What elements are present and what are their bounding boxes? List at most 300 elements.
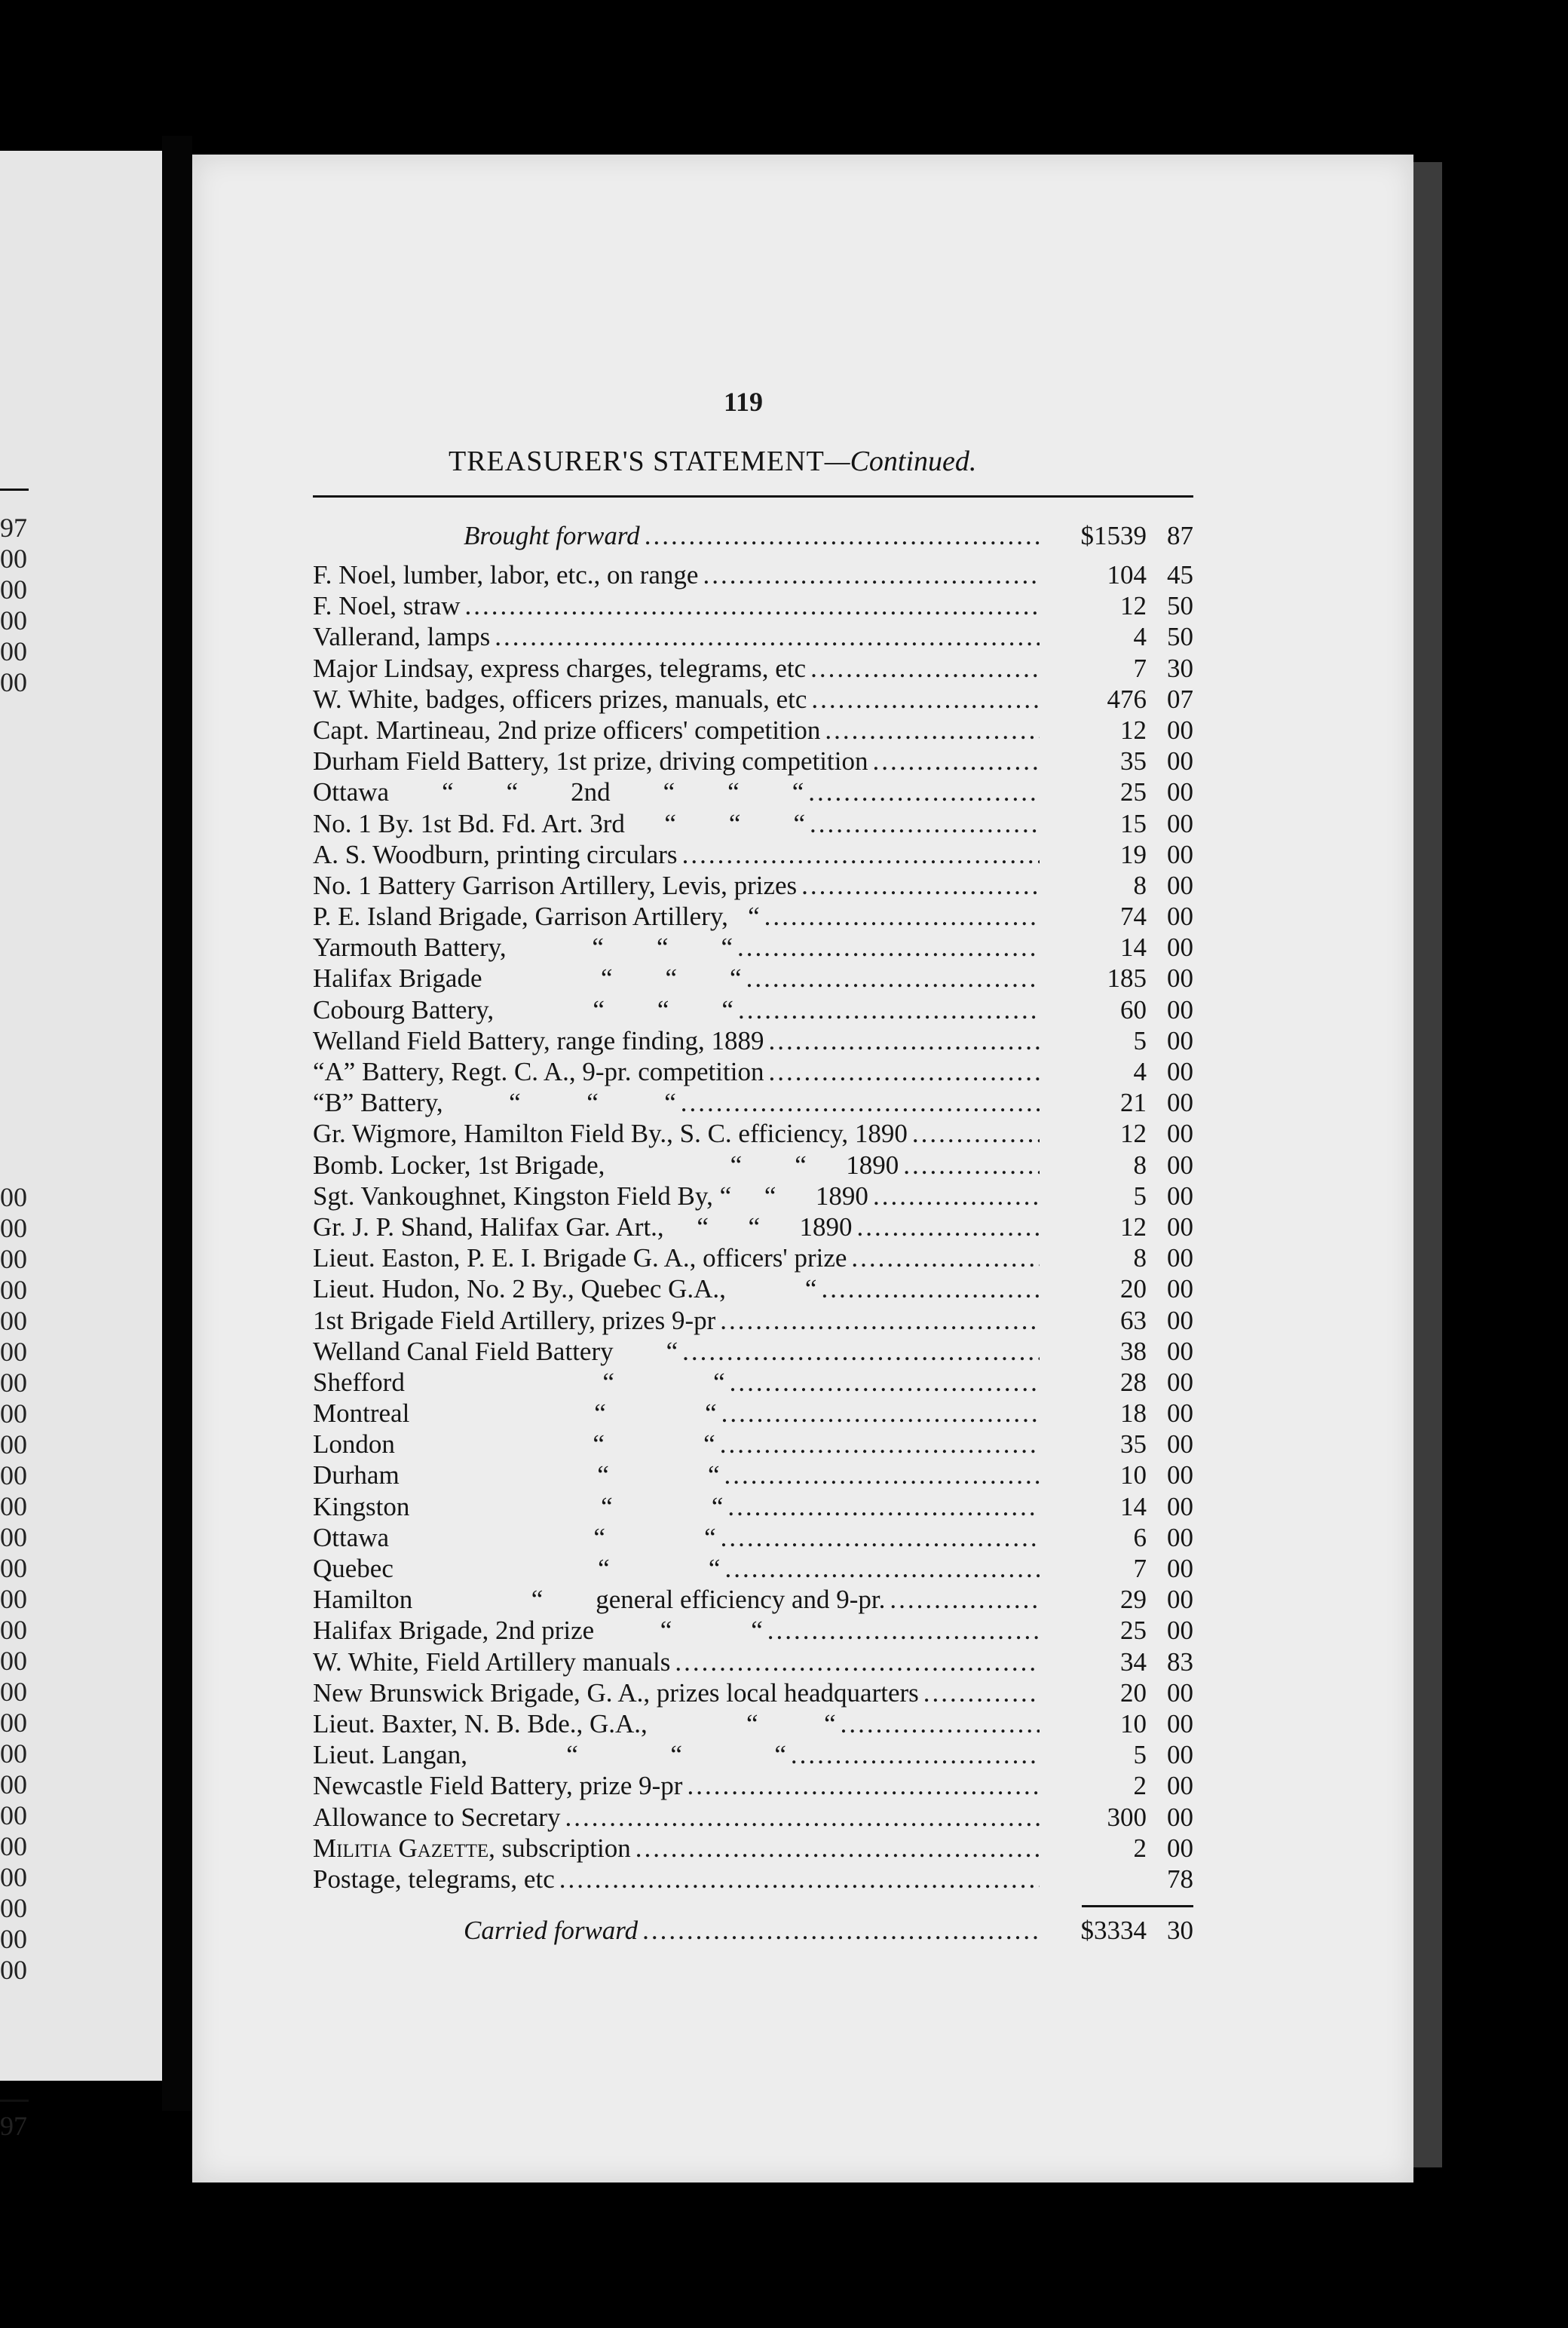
entry-text: Newcastle Field Battery, prize 9-pr — [313, 1771, 683, 1801]
leader-dots — [682, 839, 1040, 870]
leader-dots — [645, 513, 1040, 559]
entry-text: Welland Field Battery, range finding, 1889 — [313, 1025, 764, 1055]
entry-description — [313, 684, 807, 715]
leader-dots — [721, 1522, 1040, 1553]
entry-amount: 4 — [1133, 1057, 1147, 1086]
ledger-row — [313, 870, 1193, 901]
entry-cents: 00 — [1167, 1585, 1193, 1615]
entry-description — [313, 1615, 763, 1646]
entry-description — [313, 932, 733, 963]
entry-description — [313, 1833, 631, 1864]
entry-cents: 83 — [1167, 1646, 1193, 1677]
leader-dots — [872, 746, 1040, 777]
entry-amount: 300 — [1107, 1802, 1147, 1832]
entry-text: Sgt. Vankoughnet, Kingston Field By, “ “ 1890 — [313, 1181, 868, 1211]
entry-description — [313, 1522, 716, 1553]
ledger-row — [313, 1553, 1193, 1584]
entry-description — [313, 1367, 725, 1398]
entry-text: W. White, badges, officers prizes, manuals, etc — [313, 684, 807, 714]
entry-amount: 5 — [1133, 1740, 1147, 1770]
entry-description — [313, 777, 804, 807]
entry-cents: 00 — [1167, 1243, 1193, 1273]
entry-description — [313, 1273, 816, 1304]
entry-text: 1st Brigade Field Artillery, prizes 9-pr — [313, 1305, 716, 1335]
entry-text: Shefford “ “ — [313, 1367, 725, 1397]
facing-page-fragment: 00 — [0, 636, 27, 666]
ledger-row — [313, 1211, 1193, 1242]
entry-amount: 25 — [1120, 1616, 1147, 1646]
entry-description — [313, 1677, 919, 1708]
facing-page-fragment: 00 — [0, 574, 27, 605]
entry-amount: 74 — [1120, 902, 1147, 932]
entry-cents: 00 — [1167, 1708, 1193, 1738]
entry-amount: 5 — [1133, 1181, 1147, 1211]
entry-cents: 00 — [1167, 777, 1193, 807]
facing-page-bottom-column — [0, 1182, 45, 1986]
ledger-row — [313, 808, 1193, 839]
leader-dots — [720, 1305, 1040, 1336]
leader-dots — [682, 1336, 1040, 1367]
entry-description — [313, 590, 461, 621]
carried-forward-amount: $3334 — [1080, 1916, 1147, 1946]
ledger-row — [313, 1056, 1193, 1087]
entry-cents: 00 — [1167, 902, 1193, 932]
entry-text: Bomb. Locker, 1st Brigade, “ “ 1890 — [313, 1150, 899, 1180]
entry-amount: 25 — [1120, 777, 1147, 807]
heading-rule — [313, 495, 1193, 498]
entry-description — [313, 1056, 764, 1087]
leader-dots — [687, 1770, 1040, 1801]
entry-cents: 00 — [1167, 1677, 1193, 1708]
entry-amount: 35 — [1120, 1429, 1147, 1460]
entry-cents: 00 — [1167, 1460, 1193, 1490]
facing-page-fragment: 00 — [0, 1460, 27, 1490]
entry-amount: 35 — [1120, 746, 1147, 777]
ledger-row — [313, 1273, 1193, 1304]
ledger-row — [313, 777, 1193, 807]
ledger-row — [313, 590, 1193, 621]
entry-text: A. S. Woodburn, printing circulars — [313, 839, 678, 869]
entry-text: “B” Battery, “ “ “ — [313, 1088, 676, 1118]
entry-cents: 00 — [1167, 1802, 1193, 1832]
entry-cents: 00 — [1167, 808, 1193, 838]
book-spine — [162, 136, 192, 2111]
leader-dots — [737, 932, 1040, 963]
facing-page-total-rule — [0, 2100, 29, 2102]
entry-amount: 10 — [1120, 1460, 1147, 1490]
entry-cents: 00 — [1167, 1274, 1193, 1304]
entry-cents: 00 — [1167, 933, 1193, 963]
entry-cents: 00 — [1167, 1522, 1193, 1552]
entry-text: Gr. J. P. Shand, Halifax Gar. Art., “ “ 1890 — [313, 1211, 853, 1242]
ledger-row — [313, 901, 1193, 932]
entry-amount: 63 — [1120, 1305, 1147, 1335]
entry-cents: 00 — [1167, 1088, 1193, 1118]
entry-description — [313, 1770, 682, 1801]
entry-text: Lieut. Hudon, No. 2 By., Quebec G.A., “ — [313, 1274, 817, 1304]
ledger-row — [313, 994, 1193, 1025]
facing-page-fragment: 00 — [0, 544, 27, 574]
entry-amount: 38 — [1120, 1336, 1147, 1366]
entry-text: F. Noel, lumber, labor, etc., on range — [313, 560, 699, 590]
entry-cents: 00 — [1167, 715, 1193, 745]
entry-description — [313, 1087, 676, 1118]
entry-description — [313, 1708, 836, 1739]
leader-dots — [912, 1118, 1040, 1149]
leader-dots — [565, 1802, 1040, 1833]
facing-page-fragment: 00 — [0, 1398, 27, 1429]
ledger-row — [313, 715, 1193, 746]
facing-page-total-value: 97 — [0, 2111, 27, 2141]
leader-dots — [825, 715, 1040, 746]
ledger-row — [313, 1242, 1193, 1273]
leader-dots — [767, 1615, 1040, 1646]
leader-dots — [923, 1677, 1040, 1708]
facing-page-fragment: 00 — [0, 1924, 27, 1954]
leader-dots — [769, 1025, 1040, 1056]
entry-amount: 34 — [1120, 1646, 1147, 1677]
ledger-row — [313, 559, 1193, 590]
leader-dots — [724, 1460, 1040, 1490]
entry-text: No. 1 Battery Garrison Artillery, Levis, prizes — [313, 870, 798, 900]
entry-text: Durham “ “ — [313, 1460, 720, 1490]
entry-description — [313, 1739, 786, 1770]
ledger-row — [313, 1739, 1193, 1770]
entry-description — [313, 1336, 678, 1367]
entry-cents: 00 — [1167, 1336, 1193, 1366]
leader-dots — [810, 808, 1040, 839]
entry-cents: 00 — [1167, 1057, 1193, 1086]
entry-amount: 7 — [1133, 1554, 1147, 1583]
facing-page-fragment: 00 — [0, 1646, 27, 1676]
entry-text: Lieut. Langan, “ “ “ — [313, 1740, 786, 1770]
facing-page-fragment: 00 — [0, 1182, 27, 1212]
entry-amount: 476 — [1107, 684, 1147, 714]
facing-page-fragment: 00 — [0, 667, 27, 697]
entry-text: London “ “ — [313, 1429, 715, 1460]
ledger-row — [313, 1025, 1193, 1056]
entry-text: W. White, Field Artillery manuals — [313, 1646, 671, 1677]
entry-amount: 10 — [1120, 1708, 1147, 1738]
entry-description — [313, 1864, 555, 1895]
leader-dots — [811, 684, 1040, 715]
entry-description — [313, 1460, 720, 1490]
leader-dots — [768, 1056, 1040, 1087]
entry-cents: 00 — [1167, 1740, 1193, 1770]
entry-cents: 78 — [1167, 1864, 1193, 1894]
entry-amount: 18 — [1120, 1398, 1147, 1429]
entry-text: Welland Canal Field Battery “ — [313, 1336, 678, 1366]
entry-cents: 00 — [1167, 1150, 1193, 1180]
entry-description — [313, 1553, 720, 1584]
entry-description — [313, 1242, 847, 1273]
ledger-row — [313, 1118, 1193, 1149]
brought-forward-label: Brought forward — [464, 521, 640, 550]
carried-forward-row — [313, 1907, 1193, 1954]
facing-page-fragment: 00 — [0, 1306, 27, 1336]
entry-cents: 50 — [1167, 622, 1193, 652]
entry-text: , subscription — [488, 1833, 631, 1863]
entry-text: F. Noel, straw — [313, 591, 461, 621]
leader-dots — [801, 870, 1040, 901]
entry-amount: 8 — [1133, 870, 1147, 900]
facing-page-rule — [0, 489, 29, 491]
brought-forward-amount: $1539 — [1080, 521, 1147, 550]
entry-text: Vallerand, lamps — [313, 622, 491, 652]
entry-amount: 12 — [1120, 1119, 1147, 1149]
leader-dots — [873, 1181, 1040, 1211]
leader-dots — [681, 1087, 1040, 1118]
leader-dots — [738, 994, 1040, 1025]
entry-cents: 00 — [1167, 1491, 1193, 1521]
entry-cents: 00 — [1167, 870, 1193, 900]
entry-text: Kingston “ “ — [313, 1491, 724, 1521]
ledger-row — [313, 1584, 1193, 1615]
facing-page-fragment: 00 — [0, 1708, 27, 1738]
entry-text: Cobourg Battery, “ “ “ — [313, 994, 733, 1025]
entry-text: Halifax Brigade, 2nd prize “ “ — [313, 1616, 763, 1646]
page-number: 119 — [724, 387, 764, 417]
entry-description — [313, 1118, 908, 1149]
facing-page-fragment: 00 — [0, 1862, 27, 1892]
facing-page-fragment: 00 — [0, 1275, 27, 1305]
entry-amount: 104 — [1107, 560, 1147, 590]
leader-dots — [635, 1833, 1040, 1864]
leader-dots — [720, 1429, 1040, 1460]
ledger-row — [313, 1181, 1193, 1211]
entry-description — [313, 746, 868, 777]
entry-amount: 12 — [1120, 715, 1147, 745]
entry-text: Durham Field Battery, 1st prize, driving competition — [313, 746, 868, 777]
leader-dots — [821, 1273, 1040, 1304]
entry-description — [313, 1584, 885, 1615]
entry-text: New Brunswick Brigade, G. A., prizes local headquarters — [313, 1677, 919, 1708]
carried-forward-label: Carried forward — [464, 1916, 639, 1946]
entry-text: Lieut. Easton, P. E. I. Brigade G. A., officers' prize — [313, 1243, 847, 1273]
heading-suffix: —Continued. — [824, 446, 977, 477]
entry-amount: 6 — [1133, 1522, 1147, 1552]
ledger-row — [313, 1150, 1193, 1181]
entry-amount: 20 — [1120, 1677, 1147, 1708]
entry-cents: 00 — [1167, 746, 1193, 777]
leader-dots — [703, 559, 1040, 590]
entry-cents: 00 — [1167, 1833, 1193, 1863]
ledger — [313, 513, 1193, 1954]
leader-dots — [730, 1367, 1040, 1398]
entry-cents: 00 — [1167, 1429, 1193, 1460]
leader-dots — [764, 901, 1040, 932]
page-edge — [1413, 162, 1442, 2167]
ledger-entries — [313, 559, 1193, 1895]
entry-text: Montreal “ “ — [313, 1398, 717, 1429]
entry-text: Capt. Martineau, 2nd prize officers' competition — [313, 715, 821, 745]
facing-page-fragment: 00 — [0, 1955, 27, 1985]
entry-amount: 12 — [1120, 1211, 1147, 1242]
leader-dots — [727, 1491, 1040, 1522]
ledger-row — [313, 1802, 1193, 1833]
entry-text: Yarmouth Battery, “ “ “ — [313, 933, 733, 963]
entry-amount: 8 — [1133, 1150, 1147, 1180]
facing-page-fragment: 00 — [0, 1769, 27, 1800]
entry-amount: 2 — [1133, 1771, 1147, 1801]
facing-page-fragment: 00 — [0, 1244, 27, 1274]
brought-forward-cents: 87 — [1167, 521, 1193, 550]
ledger-row — [313, 1708, 1193, 1739]
leader-dots — [810, 653, 1040, 684]
entry-description — [313, 994, 733, 1025]
ledger-row — [313, 1429, 1193, 1460]
entry-amount: 60 — [1120, 994, 1147, 1025]
leader-dots — [559, 1864, 1040, 1895]
leader-dots — [465, 590, 1040, 621]
entry-text: Quebec “ “ — [313, 1554, 721, 1583]
ledger-row — [313, 1460, 1193, 1490]
entry-amount: 15 — [1120, 808, 1147, 838]
leader-dots — [495, 621, 1040, 652]
ledger-row — [313, 1646, 1193, 1677]
entry-description — [313, 1398, 717, 1429]
entry-amount: 19 — [1120, 839, 1147, 869]
entry-cents: 00 — [1167, 1025, 1193, 1055]
entry-amount: 4 — [1133, 622, 1147, 652]
entry-cents: 00 — [1167, 1211, 1193, 1242]
page-heading — [449, 445, 976, 478]
entry-description — [313, 808, 805, 839]
facing-page-fragment: 00 — [0, 1800, 27, 1830]
facing-page-fragment: 00 — [0, 605, 27, 636]
entry-description — [313, 901, 760, 932]
entry-description — [313, 1211, 852, 1242]
facing-page-fragment: 00 — [0, 1738, 27, 1769]
entry-amount: 185 — [1107, 963, 1147, 994]
entry-text: “A” Battery, Regt. C. A., 9-pr. competition — [313, 1057, 764, 1086]
entry-description — [313, 839, 678, 870]
ledger-row — [313, 1087, 1193, 1118]
ledger-row — [313, 621, 1193, 652]
ledger-row — [313, 1833, 1193, 1864]
entry-cents: 00 — [1167, 1181, 1193, 1211]
entry-amount: 12 — [1120, 591, 1147, 621]
leader-dots — [746, 963, 1040, 994]
entry-text: Lieut. Baxter, N. B. Bde., G.A., “ “ — [313, 1708, 836, 1738]
entry-amount: 5 — [1133, 1025, 1147, 1055]
ledger-row — [313, 1305, 1193, 1336]
ledger-row — [313, 963, 1193, 994]
facing-page-fragment: 00 — [0, 1522, 27, 1552]
leader-dots — [841, 1708, 1040, 1739]
entry-description — [313, 715, 820, 746]
entry-text: Allowance to Secretary — [313, 1802, 561, 1832]
entry-cents: 00 — [1167, 1616, 1193, 1646]
entry-cents: 00 — [1167, 963, 1193, 994]
entry-description — [313, 1429, 715, 1460]
leader-dots — [675, 1646, 1040, 1677]
ledger-row — [313, 1864, 1193, 1895]
facing-page-fragment: 00 — [0, 1337, 27, 1367]
entry-text: Gr. Wigmore, Hamilton Field By., S. C. efficiency, 1890 — [313, 1119, 908, 1149]
entry-description — [313, 1305, 715, 1336]
entry-cents: 07 — [1167, 684, 1193, 714]
entry-description — [313, 1646, 670, 1677]
facing-page-fragment: 00 — [0, 1893, 27, 1923]
ledger-row — [313, 1398, 1193, 1429]
facing-page-fragment: 00 — [0, 1213, 27, 1243]
ledger-row — [313, 1677, 1193, 1708]
facing-page-fragment: 00 — [0, 1491, 27, 1521]
entry-amount: 14 — [1120, 1491, 1147, 1521]
leader-dots — [890, 1584, 1040, 1615]
ledger-row — [313, 1615, 1193, 1646]
facing-page-total — [0, 2111, 45, 2142]
entry-text: Ottawa “ “ 2nd “ “ “ — [313, 777, 804, 807]
entry-cents: 00 — [1167, 994, 1193, 1025]
entry-text: Postage, telegrams, etc — [313, 1864, 555, 1894]
leader-dots — [903, 1150, 1040, 1181]
entry-cents: 00 — [1167, 1554, 1193, 1583]
carried-forward-cents: 30 — [1167, 1916, 1193, 1946]
facing-page-fragment: 97 — [0, 513, 27, 543]
entry-description — [313, 1802, 560, 1833]
entry-amount: 29 — [1120, 1585, 1147, 1615]
ledger-row — [313, 653, 1193, 684]
entry-cents: 50 — [1167, 591, 1193, 621]
ledger-row — [313, 839, 1193, 870]
ledger-row — [313, 1522, 1193, 1553]
entry-text: Hamilton “ general efficiency and 9-pr. — [313, 1585, 886, 1615]
heading-title: TREASURER'S STATEMENT — [449, 446, 825, 477]
facing-page-fragment: 00 — [0, 1831, 27, 1861]
entry-amount: 2 — [1133, 1833, 1147, 1863]
brought-forward-row — [313, 513, 1193, 559]
entry-text: P. E. Island Brigade, Garrison Artillery, “ — [313, 902, 760, 932]
leader-dots — [808, 777, 1040, 807]
leader-dots — [724, 1553, 1040, 1584]
facing-page-top-column — [0, 513, 45, 698]
entry-cents: 00 — [1167, 1771, 1193, 1801]
ledger-row — [313, 684, 1193, 715]
entry-cents: 00 — [1167, 839, 1193, 869]
entry-cents: 30 — [1167, 653, 1193, 683]
ledger-row — [313, 1367, 1193, 1398]
facing-page — [0, 151, 162, 2141]
entry-amount: 28 — [1120, 1367, 1147, 1397]
entry-description — [313, 870, 797, 901]
entry-amount: 20 — [1120, 1274, 1147, 1304]
leader-dots — [856, 1211, 1040, 1242]
leader-dots — [642, 1907, 1040, 1954]
entry-text: Ottawa “ “ — [313, 1522, 716, 1552]
entry-description — [313, 1025, 764, 1056]
leader-dots — [851, 1242, 1040, 1273]
entry-description — [313, 653, 806, 684]
entry-cents: 00 — [1167, 1367, 1193, 1397]
entry-description — [313, 621, 490, 652]
entry-description — [313, 559, 698, 590]
entry-amount: 14 — [1120, 933, 1147, 963]
facing-page-fragment: 00 — [0, 1615, 27, 1645]
entry-amount: 7 — [1133, 653, 1147, 683]
ledger-row — [313, 1336, 1193, 1367]
entry-description — [313, 1150, 899, 1181]
entry-cents: 00 — [1167, 1119, 1193, 1149]
leader-dots — [791, 1739, 1040, 1770]
entry-text: Halifax Brigade “ “ “ — [313, 963, 742, 994]
facing-page-fragment: 00 — [0, 1553, 27, 1583]
facing-page-fragment: 00 — [0, 1368, 27, 1398]
publication-name: Militia Gazette — [313, 1833, 489, 1863]
entry-cents: 00 — [1167, 1305, 1193, 1335]
entry-description — [313, 1181, 868, 1211]
